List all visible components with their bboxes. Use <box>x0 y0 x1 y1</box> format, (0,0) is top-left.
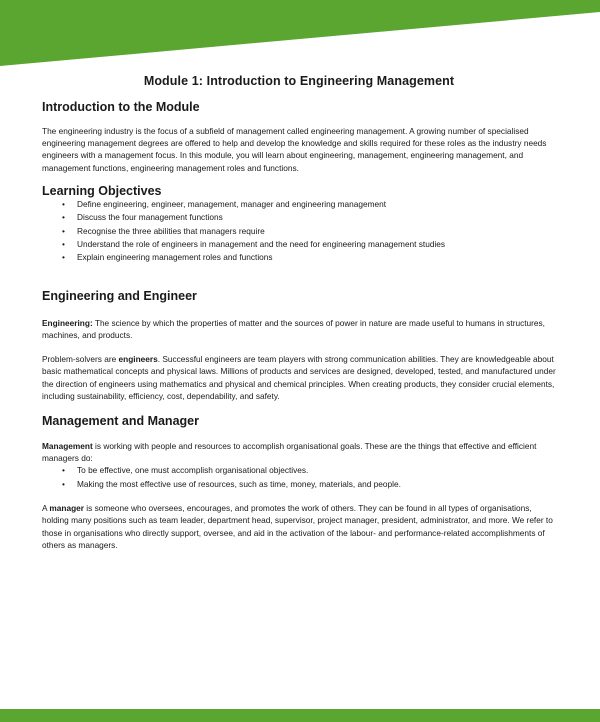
engineering-definition <box>42 317 556 341</box>
manager-text-a: A <box>42 503 50 514</box>
engineers-text-b: . Successful engineers are team players with strong communication abilities. They are knowledgeable about basic mathematical concepts and physical laws. Millions of products and services are designed, developed, tested, and manufactured under the direction of engineers using mathematics and physical and chemical principles. When creating products, they consider crucial elements, including sustainability, efficiency, cost, dependability, and safety. <box>42 354 556 401</box>
management-text: is working with people and resources to accomplish organisational goals. These are the things that effective and efficient managers do: <box>42 441 537 464</box>
document-body <box>42 74 556 551</box>
objectives-heading: Learning Objectives <box>42 183 162 198</box>
management-paragraph <box>42 440 556 464</box>
list-item: • Discuss the four management functions <box>62 211 556 224</box>
intro-heading: Introduction to the Module <box>42 100 200 114</box>
engineering-term: Engineering: <box>42 317 93 328</box>
header-banner <box>0 0 600 66</box>
footer-bar <box>0 709 600 722</box>
list-item: • Explain engineering management roles and functions <box>62 251 556 264</box>
intro-paragraph: The engineering industry is the focus of a subfield of management called engineering management. A growing number of specialised engineering management degrees are offered to help and develop the knowledge and skills required for these roles as the industry needs engineers with a management focus. In this module, you will learn about engineering, management, engineering management, and management functions, engineering management roles and functions. <box>42 126 547 173</box>
engineering-definition-text: The science by which the properties of matter and the sources of power in nature are made useful to humans in structures, machines, and products. <box>42 317 545 341</box>
engineers-term: engineers <box>118 354 158 365</box>
management-heading: Management and Manager <box>42 414 199 429</box>
list-item: • Understand the role of engineers in management and the need for engineering management studies <box>62 238 556 251</box>
list-item: • Recognise the three abilities that managers require <box>62 225 556 238</box>
management-term: Management <box>42 441 93 452</box>
list-item: • Define engineering, engineer, management, manager and engineering management <box>62 198 556 211</box>
list-item: • Making the most effective use of resources, such as time, money, materials, and people. <box>62 478 556 491</box>
engineers-paragraph <box>42 353 556 402</box>
manager-text-b: is someone who oversees, encourages, and promotes the work of others. They can be found in all types of organisations, holding many positions such as team leader, department head, supervisor, project manager, president, administrator, and more. We refer to those in organisations who directly support, oversee, and aid in the activation of the labour- and performance-related accomplishments of others as managers. <box>42 503 553 550</box>
list-item: • To be effective, one must accomplish organisational objectives. <box>62 464 556 477</box>
document-title: Module 1: Introduction to Engineering Management <box>143 74 455 88</box>
engineering-heading: Engineering and Engineer <box>42 288 197 303</box>
engineers-text-a: Problem-solvers are <box>42 354 119 365</box>
manager-paragraph <box>42 502 556 551</box>
objectives-list <box>42 198 556 265</box>
management-list <box>42 464 556 491</box>
banner-green-shape <box>0 0 600 66</box>
manager-term: manager <box>49 503 84 514</box>
